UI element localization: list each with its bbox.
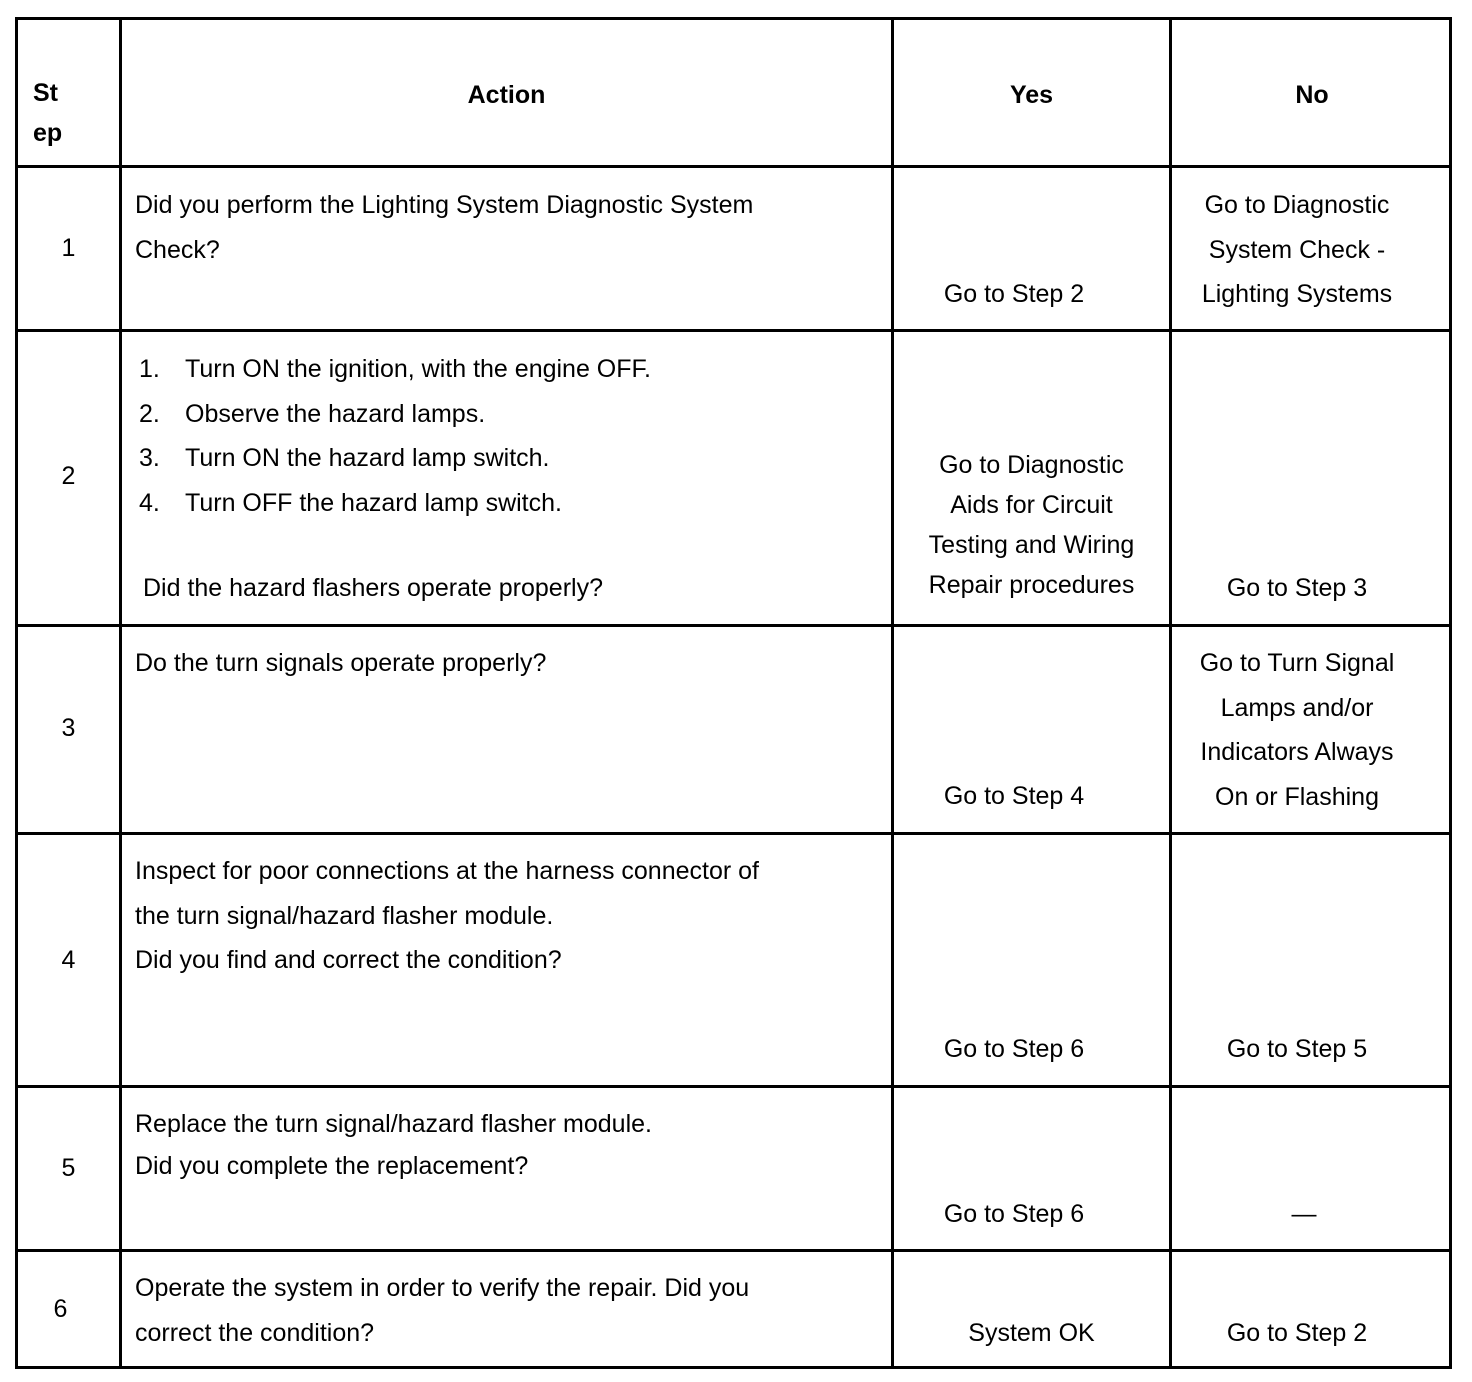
step-number: 5: [61, 1154, 76, 1182]
row-divider: [18, 165, 1449, 168]
step-number: 3: [61, 714, 76, 742]
list-item: 1. Turn ON the ignition, with the engine OFF.: [139, 355, 651, 383]
list-item: 2. Observe the hazard lamps.: [139, 399, 486, 428]
header-no: No: [1295, 81, 1329, 109]
no-result: —: [1291, 1200, 1317, 1228]
action-step-list: [139, 347, 651, 525]
yes-result: Go to Step 6: [943, 1035, 1085, 1063]
yes-result: System OK: [968, 1319, 1095, 1347]
no-result: Go to Step 2: [1226, 1319, 1368, 1347]
action-text: Do the turn signals operate properly?: [135, 649, 547, 677]
action-text: Replace the turn signal/hazard flasher module. Did you complete the replacement?: [135, 1110, 652, 1180]
step-number: 2: [61, 462, 76, 490]
action-text: Operate the system in order to verify the repair. Did you correct the condition?: [135, 1274, 750, 1347]
header-action: Action: [467, 81, 546, 109]
header-yes: Yes: [1009, 81, 1054, 109]
step-number: 4: [61, 946, 76, 974]
row-divider: [18, 329, 1449, 332]
column-divider: [119, 20, 122, 1366]
action-question: Did the hazard flashers operate properly?: [143, 574, 603, 602]
action-text: Did you perform the Lighting System Diagnostic System Check?: [135, 191, 754, 264]
row-divider: [18, 832, 1449, 835]
yes-result: Go to Step 6: [943, 1200, 1085, 1228]
row-divider: [18, 624, 1449, 627]
step-number: 6: [53, 1295, 68, 1323]
row-divider: [18, 1085, 1449, 1088]
column-divider: [891, 20, 894, 1366]
no-result: Go to Diagnostic System Check - Lighting Systems: [1201, 191, 1393, 308]
yes-result: Go to Diagnostic Aids for Circuit Testing and Wiring Repair procedures: [928, 451, 1135, 599]
header-step: St ep: [33, 79, 63, 147]
diagnostic-table: [15, 17, 1452, 1369]
yes-result: Go to Step 2: [943, 280, 1085, 308]
list-item: 3. Turn ON the hazard lamp switch.: [139, 444, 550, 472]
step-number: 1: [61, 234, 76, 262]
yes-result: Go to Step 4: [943, 782, 1085, 810]
list-item: 4. Turn OFF the hazard lamp switch.: [139, 488, 562, 517]
no-result: Go to Step 5: [1226, 1035, 1368, 1063]
row-divider: [18, 1249, 1449, 1252]
no-result: Go to Step 3: [1226, 574, 1368, 602]
no-result: Go to Turn Signal Lamps and/or Indicators Always On or Flashing: [1199, 649, 1395, 811]
action-text: Inspect for poor connections at the harness connector of the turn signal/hazard flasher module. Did you find and correct the condition?: [135, 857, 759, 974]
